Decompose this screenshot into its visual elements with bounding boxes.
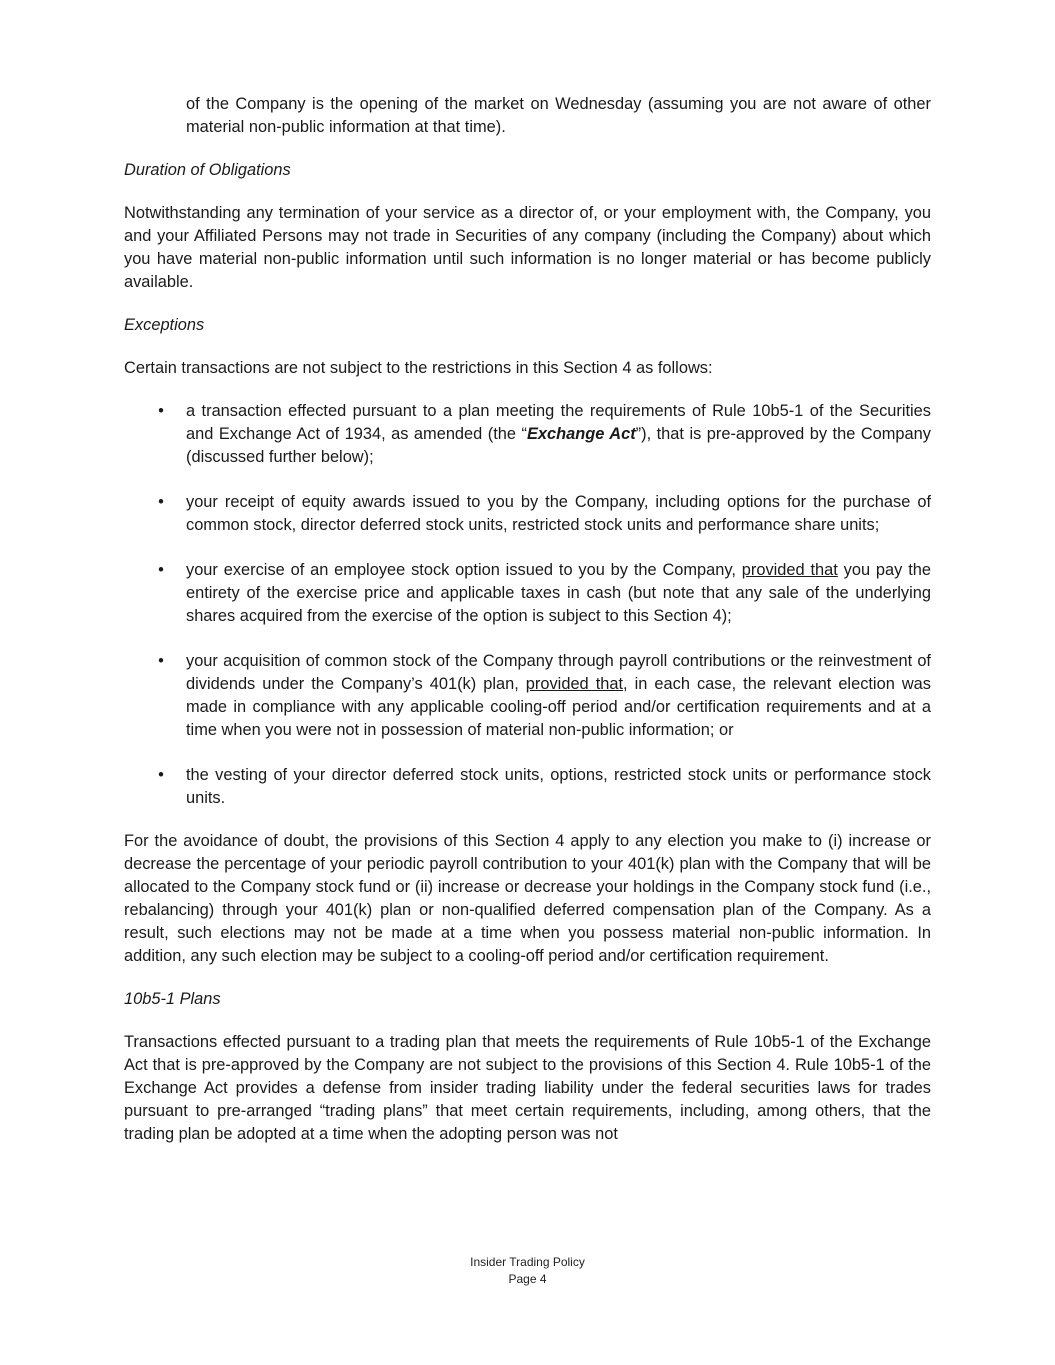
plans-heading: 10b5-1 Plans — [124, 990, 221, 1008]
continuation-paragraph: of the Company is the opening of the market on Wednesday (assuming you are not aware of other material non-public information at that time). — [186, 95, 931, 136]
plans-paragraph: Transactions effected pursuant to a trading plan that meets the requirements of Rule 10b5-1 of the Exchange Act that is pre-approved by the Company are not subject to the provisions of this Section 4. Rule 10b5-1 of the Exchange Act provides a defense from insider trading liability under the federal securities laws for trades pursuant to pre-arranged “trading plans” that meet certain requirements, including, among others, that the trading plan be adopted at a time when the adopting person was not — [124, 1033, 931, 1143]
underlined-provided-that: provided that — [741, 561, 838, 579]
exception-item-vesting — [124, 764, 931, 810]
item-text: your receipt of equity awards issued to you by the Company, including options for the purchase of common stock, director deferred stock units, restricted stock units and performance share units; — [186, 493, 931, 534]
item-text: the vesting of your director deferred stock units, options, restricted stock units or performance stock units. — [186, 766, 931, 807]
exception-item-rule-10b5-1 — [124, 400, 931, 469]
exceptions-intro: Certain transactions are not subject to the restrictions in this Section 4 as follows: — [124, 359, 713, 377]
exception-item-401k-acquisition — [124, 650, 931, 742]
duration-paragraph: Notwithstanding any termination of your service as a director of, or your employment with, the Company, you and your Affiliated Persons may not trade in Securities of any company (including the Company) about which you have material non-public information until such information is no longer material or has become publicly available. — [124, 204, 931, 291]
document-page — [124, 93, 931, 1166]
page-number: Page 4 — [508, 1272, 547, 1286]
bullet-icon: • — [158, 561, 164, 579]
avoidance-paragraph: For the avoidance of doubt, the provisions of this Section 4 apply to any election you make to (i) increase or decrease the percentage of your periodic payroll contribution to your 401(k) plan with the Company that will be allocated to the Company stock fund or (ii) increase or decrease your holdings in the Company stock fund (i.e., rebalancing) through your 401(k) plan or non-qualified deferred compensation plan of the Company. As a result, such elections may not be made at a time when you possess material non-public information. In addition, any such election may be subject to a cooling-off period and/or certification requirement. — [124, 832, 931, 965]
item-text: you pay the entirety of the exercise price and applicable taxes in cash (but note that any sale of the underlying shares acquired from the exercise of the option is subject to this Section 4); — [186, 561, 931, 625]
bullet-icon: • — [158, 652, 164, 670]
item-text: , in each case, the relevant election was made in compliance with any applicable cooling-off period and/or certification requirements and at a time when you were not in possession of material non-public information; or — [186, 675, 931, 739]
exception-item-option-exercise — [124, 559, 931, 628]
bullet-icon: • — [158, 402, 164, 420]
bullet-icon: • — [158, 766, 164, 784]
footer-title: Insider Trading Policy — [470, 1255, 585, 1269]
item-text: a transaction effected pursuant to a plan meeting the requirements of Rule 10b5-1 of the Securities and Exchange Act of 1934, as amended (the “ — [186, 402, 931, 443]
defined-term-exchange-act: Exchange Act — [526, 425, 636, 443]
duration-heading: Duration of Obligations — [124, 161, 291, 179]
page-footer — [0, 1254, 1055, 1288]
item-text: your exercise of an employee stock option issued to you by the Company, — [186, 561, 742, 579]
exceptions-list — [124, 400, 931, 810]
bullet-icon: • — [158, 493, 164, 511]
item-text: your acquisition of common stock of the Company through payroll contributions or the reinvestment of dividends under the Company’s 401(k) plan, — [186, 652, 931, 693]
underlined-provided-that: provided that — [525, 675, 624, 693]
exceptions-heading: Exceptions — [124, 316, 205, 334]
exception-item-equity-awards — [124, 491, 931, 537]
item-text: ”), that is pre-approved by the Company (discussed further below); — [186, 425, 931, 466]
